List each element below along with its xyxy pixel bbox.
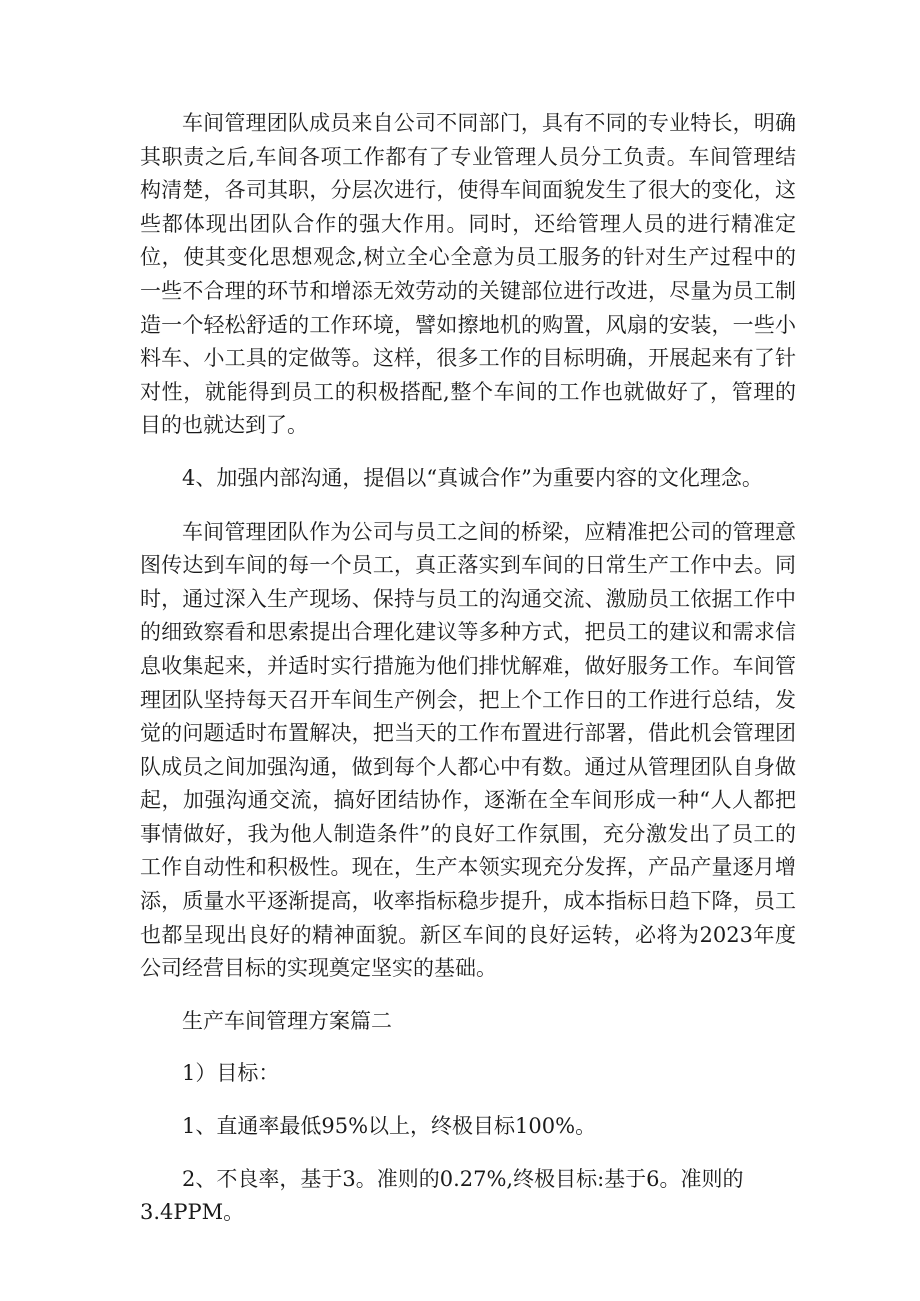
- body-paragraph: 车间管理团队成员来自公司不同部门，具有不同的专业特长，明确其职责之后,车间各项工作都有了专业管理人员分工负责。车间管理结构清楚，各司其职，分层次进行，使得车间面貌发生了很大的变化，这些都体现出团队合作的强大作用。同时，还给管理人员的进行精准定位，使其变化思想观念,树立全心全意为员工服务的针对生产过程中的一些不合理的环节和增添无效劳动的关键部位进行改进，尽量为员工制造一个轻松舒适的工作环境，譬如擦地机的购置，风扇的安装，一些小料车、小工具的定做等。这样，很多工作的目标明确，开展起来有了针对性，就能得到员工的积极搭配,整个车间的工作也就做好了，管理的目的也就达到了。: [140, 111, 796, 438]
- list-item: 2、不良率，基于3。准则的0.27%,终极目标:基于6。准则的3.4PPM。: [140, 1166, 744, 1225]
- body-paragraph: 车间管理团队作为公司与员工之间的桥梁，应精准把公司的管理意图传达到车间的每一个员工，真正落实到车间的日常生产工作中去。同时，通过深入生产现场、保持与员工的沟通交流、激励员工依据工作中的细致察看和思索提出合理化建议等多种方式，把员工的建议和需求信息收集起来，并适时实行措施为他们排忧解难，做好服务工作。车间管理团队坚持每天召开车间生产例会，把上个工作日的工作进行总结，发觉的问题适时布置解决，把当天的工作布置进行部署，借此机会管理团队成员之间加强沟通，做到每个人都心中有数。通过从管理团队自身做起，加强沟通交流，搞好团结协作，逐渐在全车间形成一种“人人都把事情做好，我为他人制造条件”的良好工作氛围，充分激发出了员工的工作自动性和积极性。现在，生产本领实现充分发挥，产品产量逐月增添，质量水平逐渐提高，收率指标稳步提升，成本指标日趋下降，员工也都呈现出良好的精神面貌。新区车间的良好运转，必将为2023年度公司经营目标的实现奠定坚实的基础。: [140, 519, 796, 981]
- section-title: 生产车间管理方案篇二: [182, 1008, 392, 1033]
- list-item: 1、直通率最低95%以上，终极目标100%。: [182, 1114, 597, 1139]
- document-body: [140, 107, 796, 1230]
- section-heading: 4、加强内部沟通，提倡以“真诚合作”为重要内容的文化理念。: [182, 465, 763, 490]
- subsection-heading: 1）目标：: [182, 1061, 280, 1086]
